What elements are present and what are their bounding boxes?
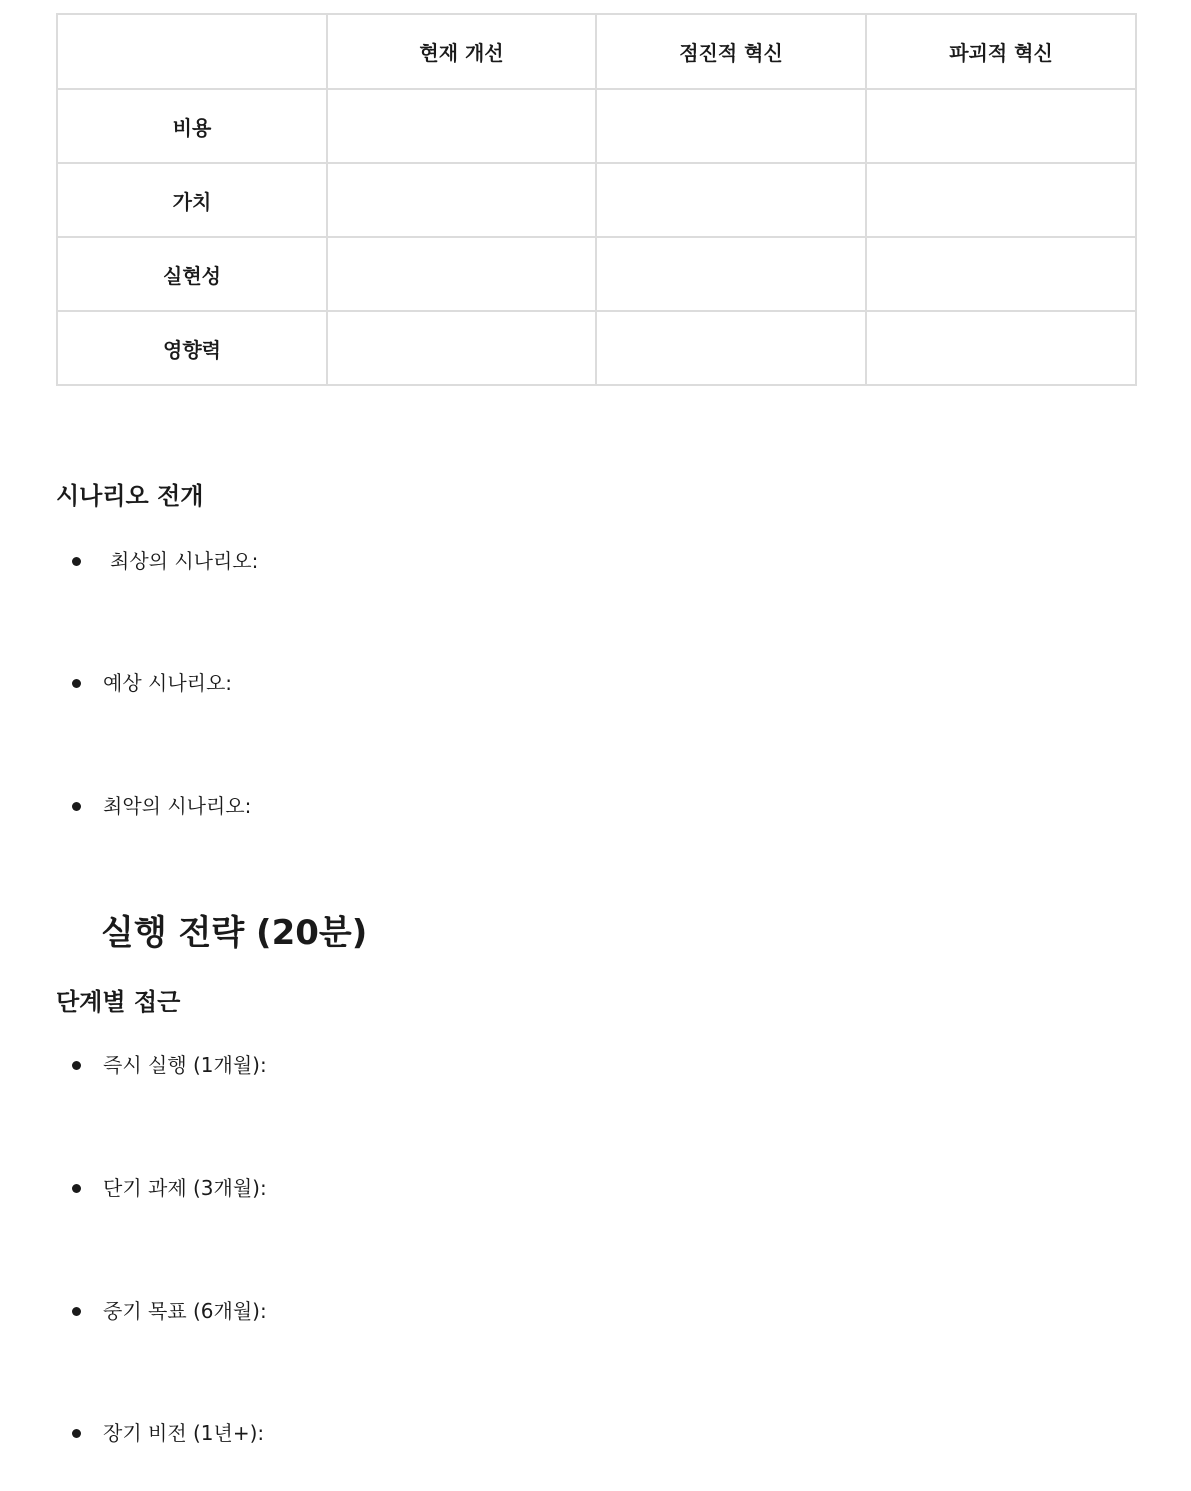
column-header-current-improvement: 현재 개선 [327,14,596,89]
column-header-incremental-innovation: 점진적 혁신 [596,14,866,89]
matrix-cell[interactable] [327,89,596,163]
matrix-cell[interactable] [866,311,1136,385]
matrix-row [57,237,1136,311]
bullet-icon [72,1307,81,1316]
row-header-impact: 영향력 [57,311,327,385]
matrix-cell[interactable] [596,163,866,237]
matrix-corner-cell [57,14,327,89]
matrix-header-row [57,14,1136,89]
matrix-cell[interactable] [866,89,1136,163]
list-item [72,1419,264,1447]
phase-mid-term-label: 중기 목표 (6개월): [103,1299,267,1323]
matrix-cell[interactable] [596,237,866,311]
scenario-heading: 시나리오 전개 [56,482,204,510]
list-item [72,1051,267,1079]
strategy-title: 실행 전략 (20분) [101,913,368,953]
bullet-icon [72,1061,81,1070]
row-header-feasibility: 실현성 [57,237,327,311]
bullet-icon [72,1184,81,1193]
matrix-row [57,311,1136,385]
list-item [72,547,258,575]
bullet-icon [72,1429,81,1438]
scenario-expected-label: 예상 시나리오: [103,671,233,695]
list-item [72,1174,267,1202]
column-header-disruptive-innovation: 파괴적 혁신 [866,14,1136,89]
matrix-cell[interactable] [327,311,596,385]
list-item [72,1297,267,1325]
matrix-row [57,163,1136,237]
bullet-icon [72,679,81,688]
list-item [72,792,251,820]
matrix-cell[interactable] [596,89,866,163]
row-header-value: 가치 [57,163,327,237]
phase-short-term-label: 단기 과제 (3개월): [103,1176,267,1200]
scenario-worst-label: 최악의 시나리오: [103,794,252,818]
bullet-icon [72,802,81,811]
matrix-row [57,89,1136,163]
matrix-cell[interactable] [327,237,596,311]
row-header-cost: 비용 [57,89,327,163]
matrix-cell[interactable] [596,311,866,385]
matrix-cell[interactable] [866,237,1136,311]
list-item [72,669,232,697]
strategy-subheading: 단계별 접근 [56,988,181,1016]
scenario-best-label: 최상의 시나리오: [110,549,259,573]
phase-long-term-label: 장기 비전 (1년+): [103,1421,265,1445]
matrix-cell[interactable] [327,163,596,237]
phase-immediate-label: 즉시 실행 (1개월): [103,1053,267,1077]
evaluation-matrix [56,13,1137,386]
matrix-cell[interactable] [866,163,1136,237]
bullet-icon [72,557,81,566]
